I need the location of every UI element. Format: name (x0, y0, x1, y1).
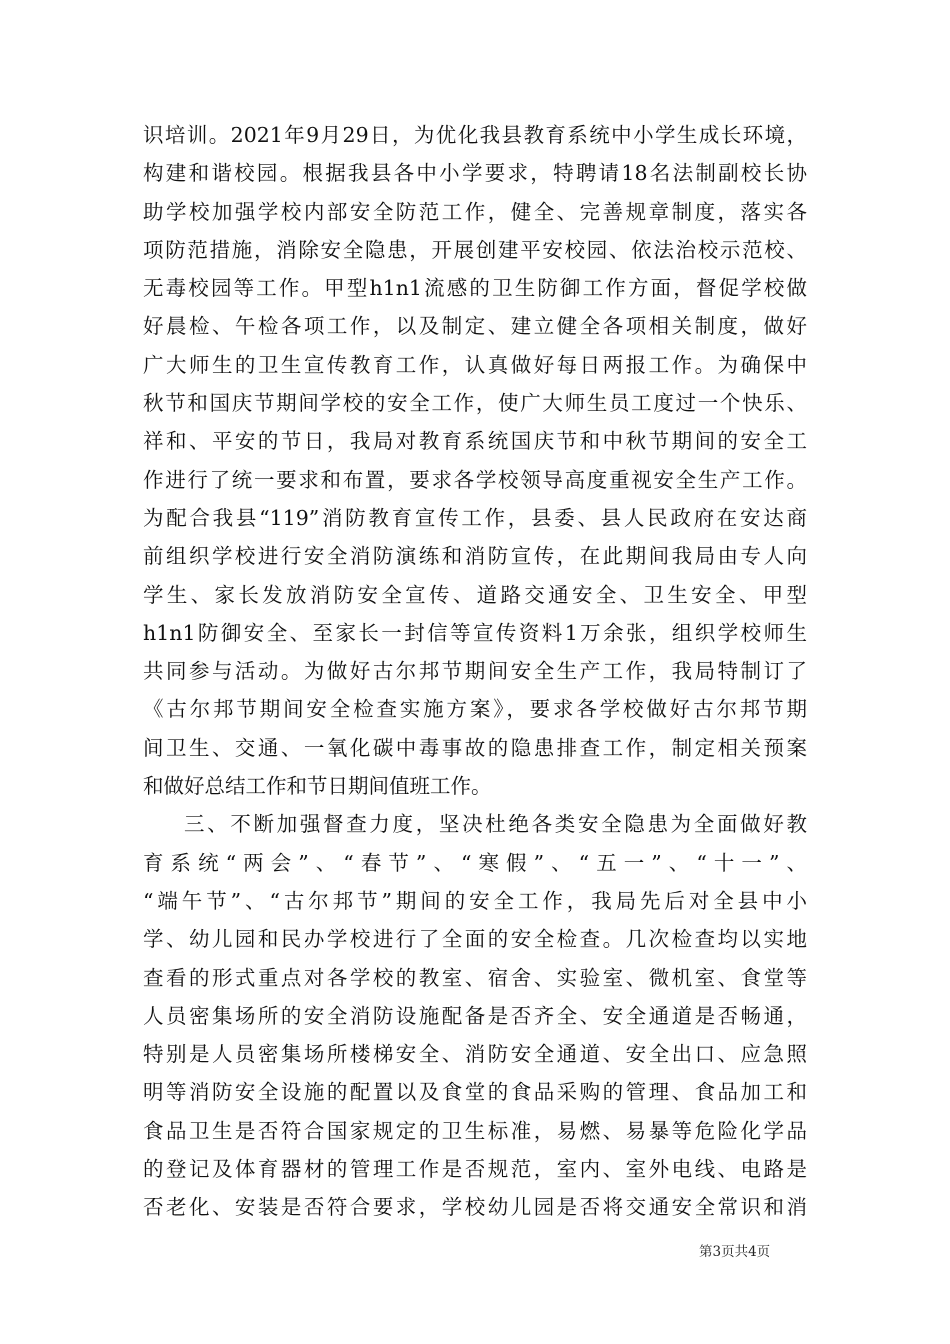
text-line: 识培训。2021年9月29日，为优化我县教育系统中小学生成长环境， (143, 123, 807, 147)
text-line: 助学校加强学校内部安全防范工作，健全、完善规章制度，落实各 (143, 199, 807, 224)
text-line: 祥和、平安的节日，我局对教育系统国庆节和中秋节期间的安全工 (143, 429, 807, 454)
paragraph-end-line: 和做好总结工作和节日期间值班工作。 (143, 774, 492, 799)
text-line: 学、幼儿园和民办学校进行了全面的安全检查。几次检查均以实地 (143, 927, 807, 952)
text-line: 育系统“两会”、“春节”、“寒假”、“五一”、“十一”、 (143, 850, 807, 875)
text-line: 无毒校园等工作。甲型h1n1流感的卫生防御工作方面，督促学校做 (143, 276, 807, 301)
text-line: 共同参与活动。为做好古尔邦节期间安全生产工作，我局特制订了 (143, 659, 807, 684)
body-text (143, 116, 807, 1227)
text-line: 食品卫生是否符合国家规定的卫生标准，易燃、易暴等危险化学品 (143, 1118, 807, 1143)
text-line: 前组织学校进行安全消防演练和消防宣传，在此期间我局由专人向 (143, 544, 807, 569)
text-line: 明等消防安全设施的配置以及食堂的食品采购的管理、食品加工和 (143, 1080, 807, 1105)
text-line: 为配合我县“119”消防教育宣传工作，县委、县人民政府在安达商 (143, 505, 807, 530)
text-line: 《古尔邦节期间安全检查实施方案》，要求各学校做好古尔邦节期 (143, 697, 807, 722)
text-line: 学生、家长发放消防安全宣传、道路交通安全、卫生安全、甲型 (143, 582, 807, 607)
text-line: 间卫生、交通、一氧化碳中毒事故的隐患排查工作，制定相关预案 (143, 735, 807, 760)
text-line: 的登记及体育器材的管理工作是否规范，室内、室外电线、电路是 (143, 1157, 807, 1182)
text-line: 广大师生的卫生宣传教育工作，认真做好每日两报工作。为确保中 (143, 352, 807, 377)
text-line: 项防范措施，消除安全隐患，开展创建平安校园、依法治校示范校、 (143, 237, 807, 262)
page-number-footer: 第3页共4页 (699, 1244, 771, 1260)
text-line: 秋节和国庆节期间学校的安全工作，使广大师生员工度过一个快乐、 (143, 391, 807, 416)
text-line: h1n1防御安全、至家长一封信等宣传资料1万余张，组织学校师生 (143, 620, 807, 645)
paragraph-start-line: 三、不断加强督查力度，坚决杜绝各类安全隐患为全面做好教 (184, 812, 807, 837)
text-line: 好晨检、午检各项工作，以及制定、建立健全各项相关制度，做好 (143, 314, 807, 339)
text-line: 构建和谐校园。根据我县各中小学要求，特聘请18名法制副校长协 (143, 161, 807, 186)
text-line: 人员密集场所的安全消防设施配备是否齐全、安全通道是否畅通， (143, 1003, 807, 1028)
text-line: 特别是人员密集场所楼梯安全、消防安全通道、安全出口、应急照 (143, 1042, 807, 1067)
text-line: 查看的形式重点对各学校的教室、宿舍、实验室、微机室、食堂等 (143, 965, 807, 990)
text-line: 否老化、安装是否符合要求，学校幼儿园是否将交通安全常识和消 (143, 1195, 807, 1220)
text-line: 作进行了统一要求和布置，要求各学校领导高度重视安全生产工作。 (143, 467, 807, 492)
text-line: “端午节”、“古尔邦节”期间的安全工作，我局先后对全县中小 (143, 888, 807, 913)
